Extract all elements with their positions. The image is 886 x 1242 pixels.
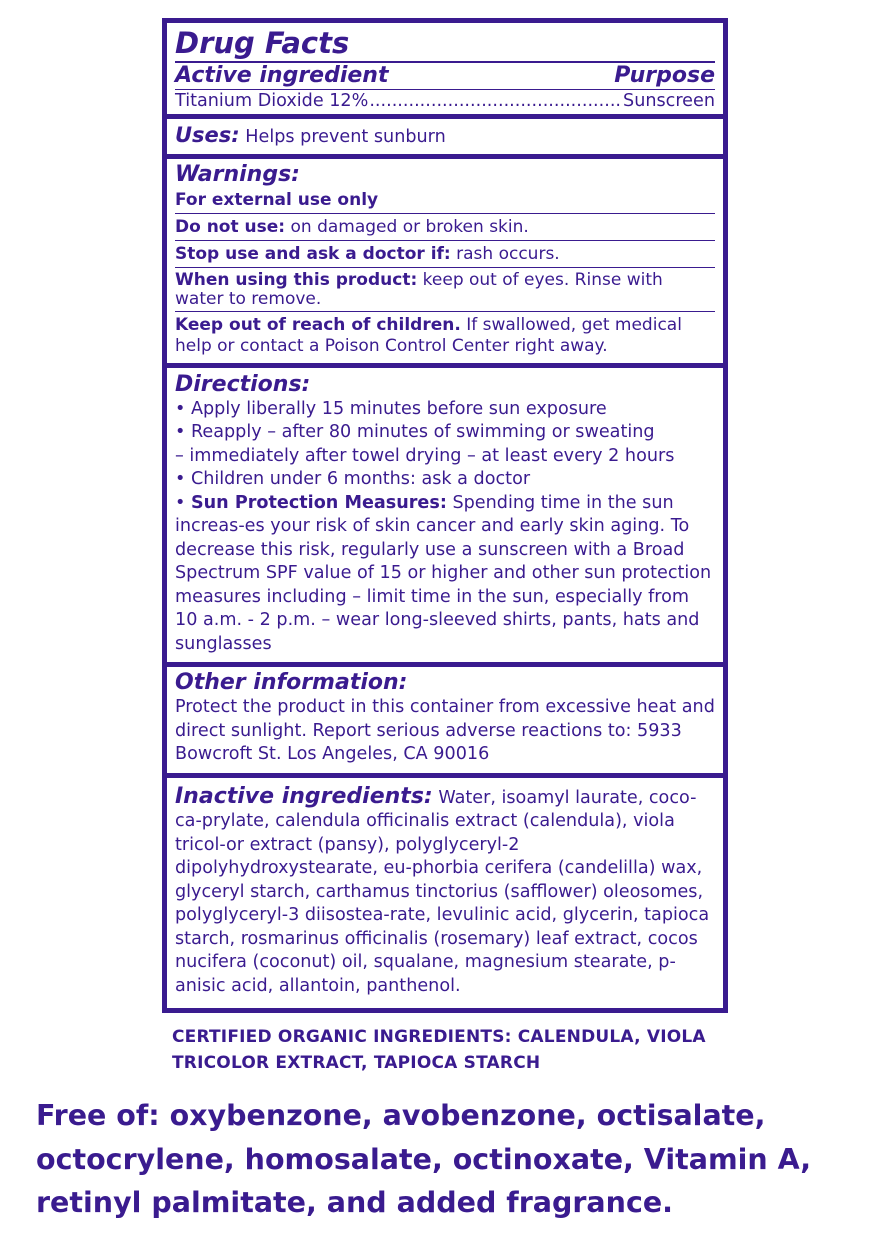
purpose-heading: Purpose — [614, 63, 715, 88]
do-not-use-text: on damaged or broken skin. — [290, 216, 529, 237]
external-use-line — [175, 188, 715, 213]
active-ingredient-name: Titanium Dioxide 12% — [175, 91, 369, 111]
certified-organic-note: CERTIFIED ORGANIC INGREDIENTS: CALENDULA, VIOLA TRICOLOR EXTRACT, TAPIOCA STARCH — [172, 1027, 706, 1073]
free-of-statement: Free of: oxybenzone, avobenzone, octisalate, octocrylene, homosalate, octinoxate, Vitamin A, retinyl palmitate, and added fragrance. — [36, 1099, 812, 1219]
keep-out-text: If swallowed, get medical help or contact a Poison Control Center right away. — [175, 314, 682, 356]
stop-use-text: rash occurs. — [456, 243, 560, 264]
stop-use-label: Stop use and ask a doctor if: — [175, 243, 451, 264]
uses-text: Helps prevent sunburn — [245, 127, 446, 147]
active-ingredient-header-row — [175, 63, 715, 89]
uses-label: Uses: — [175, 123, 240, 147]
drug-facts-panel — [162, 18, 728, 1013]
other-information-text: Protect the product in this container from excessive heat and direct sunlight. Report serious adverse reactions to: 5933 Bowcroft St. Los Angeles, CA 90016 — [175, 697, 715, 764]
uses-section — [162, 114, 728, 154]
warnings-title: Warnings: — [175, 161, 300, 187]
when-using-text: keep out of eyes. Rinse with water to remove. — [175, 269, 663, 309]
spm-label: Sun Protection Measures: — [190, 492, 447, 513]
directions-line-3: – immediately after towel drying – at least every 2 hours — [175, 445, 675, 466]
inactive-ingredients-row — [175, 784, 715, 999]
active-ingredient-heading: Active ingredient — [175, 63, 389, 88]
directions-line-1: • Apply liberally 15 minutes before sun exposure — [175, 398, 607, 419]
other-information-section — [162, 662, 728, 773]
directions-section — [162, 363, 728, 663]
when-using-label: When using this product: — [175, 269, 418, 290]
external-use-text: For external use only — [175, 189, 379, 210]
active-ingredient-purpose: Sunscreen — [623, 91, 715, 111]
directions-line-2: • Reapply – after 80 minutes of swimming or sweating — [175, 422, 655, 442]
spm-text: Spending time in the sun increas-es your risk of skin cancer and early skin aging. To decrease this risk, regularly use a sunscreen with a Broad Spectrum SPF value of 15 or higher and other sun protection measures including – limit time in the sun, especially from 10 a.m. - 2 p.m. – wear long-sleeved shirts, pants, hats and sunglasses — [175, 492, 712, 654]
keep-out-label: Keep out of reach of children. — [175, 314, 461, 335]
warnings-section — [162, 154, 728, 363]
sun-protection-measures — [175, 492, 715, 657]
keep-out-line — [175, 312, 715, 357]
dot-leader — [369, 90, 622, 112]
inactive-ingredients-title: Inactive ingredients: — [175, 783, 433, 809]
do-not-use-line — [175, 214, 715, 240]
drug-facts-header-section — [162, 18, 728, 114]
drug-facts-title: Drug Facts — [175, 26, 350, 60]
inactive-ingredients-text: Water, isoamyl laurate, coco-ca-prylate, calendula officinalis extract (calendula), viola tricol-or extract (pansy), polyglyceryl-2 dipolyhydroxystearate, eu-phorbia cerifera (candelilla) wax, glyceryl starch, carthamus tinctorius (safflower) oleosomes, polyglyceryl-3 diisostea-rate, levulinic acid, glycerin, tapioca starch, rosmarinus officinalis (rosemary) leaf extract, cocos nucifera (coconut) oil, squalane, magnesium stearate, p-anisic acid, allantoin, panthenol. — [175, 787, 710, 996]
active-ingredient-row — [175, 90, 715, 112]
uses-row — [175, 122, 715, 150]
do-not-use-label: Do not use: — [175, 216, 286, 237]
directions-line-4: • Children under 6 months: ask a doctor — [175, 469, 531, 489]
directions-title: Directions: — [175, 371, 311, 397]
inactive-ingredients-section — [162, 773, 728, 1014]
when-using-line — [175, 268, 715, 309]
stop-use-line — [175, 241, 715, 267]
spm-bullet: • — [175, 492, 191, 513]
other-information-title: Other information: — [175, 670, 408, 695]
